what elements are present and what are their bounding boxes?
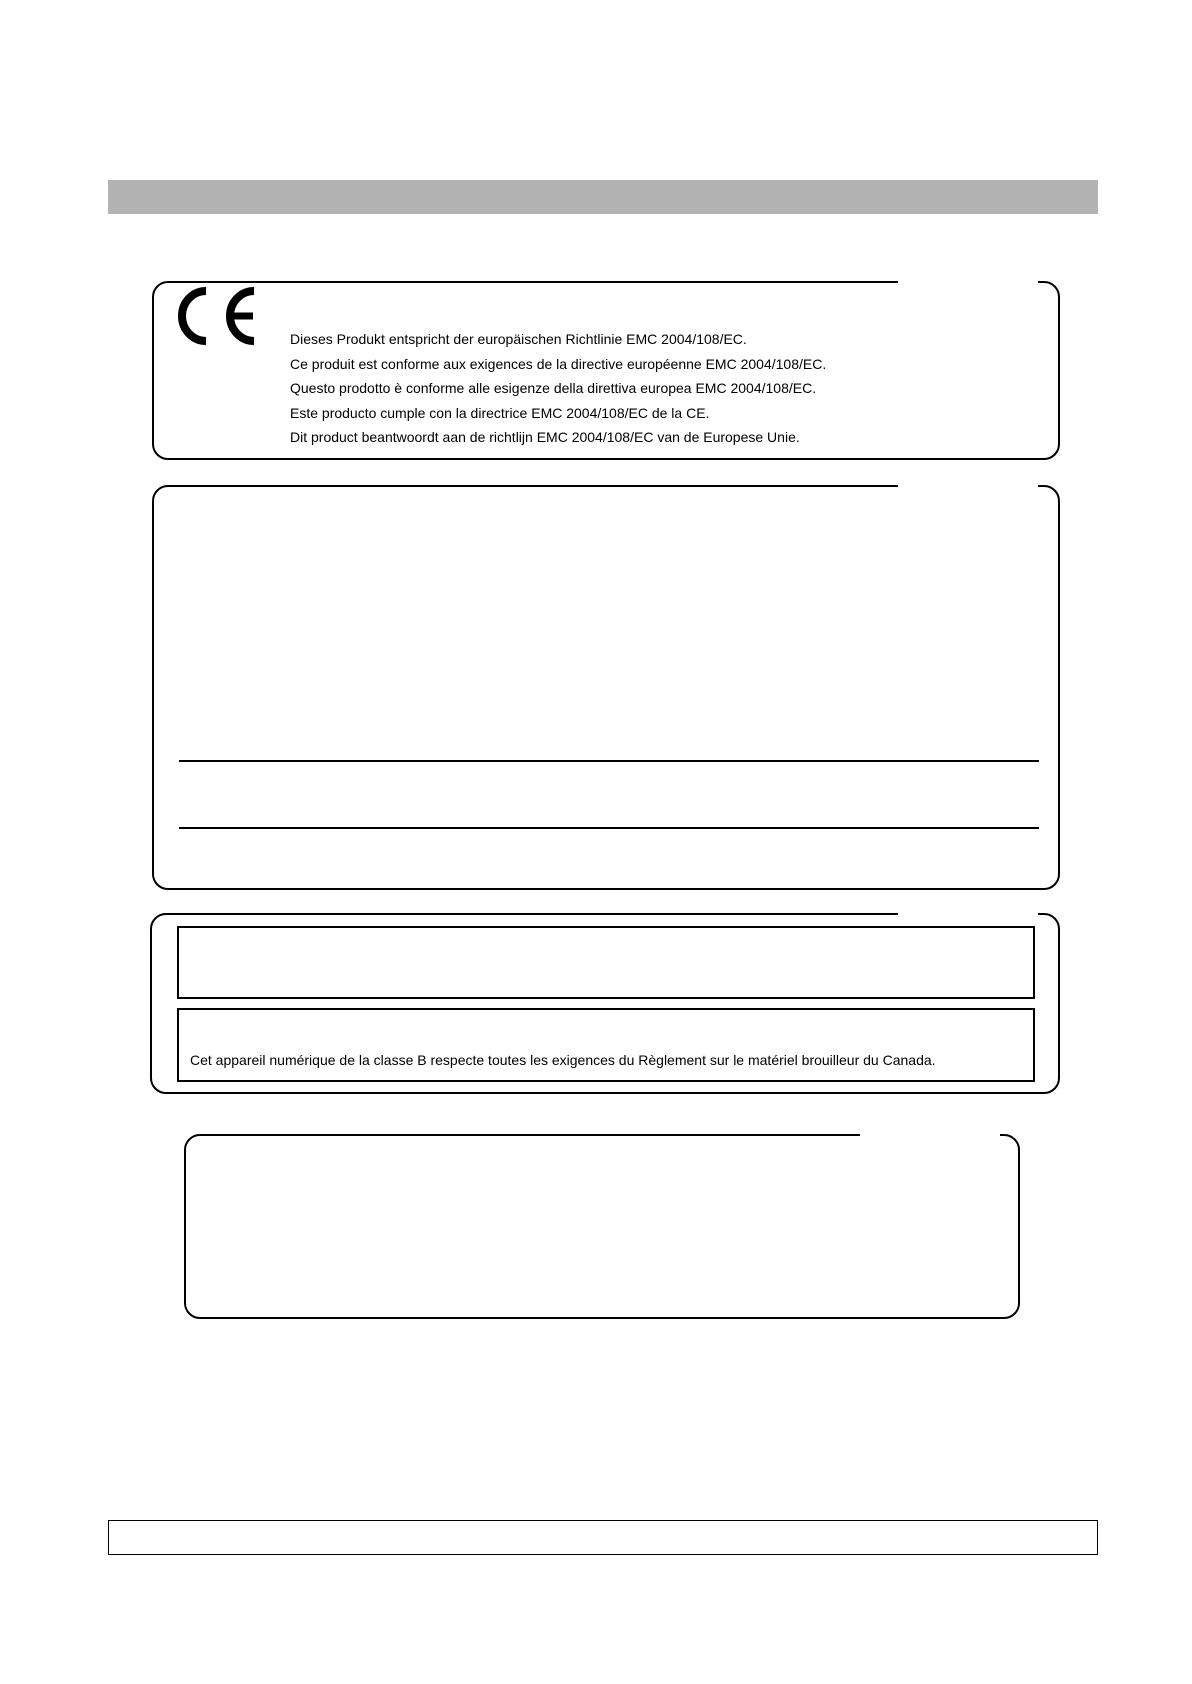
canada-french-text: Cet appareil numérique de la classe B respecte toutes les exigences du Règlement sur le matériel brouilleur du Canada. [190,1052,936,1068]
header-bar [108,180,1098,214]
ce-mark-icon [178,286,258,346]
box-title-gap [898,279,1038,285]
blank-box [184,1134,1020,1319]
ce-line-dutch: Dit product beantwoordt aan de richtlijn EMC 2004/108/EC van de Europese Unie. [290,429,800,445]
canada-french-box [177,1008,1035,1082]
box-title-gap [860,1132,1000,1138]
divider-line [179,760,1039,762]
ce-line-german: Dieses Produkt entspricht der europäischen Richtlinie EMC 2004/108/EC. [290,331,747,347]
ce-line-spanish: Este producto cumple con la directrice EMC 2004/108/EC de la CE. [290,404,710,421]
footer-box [108,1520,1098,1555]
blank-section-box [152,485,1060,890]
ce-compliance-text [290,327,826,450]
divider-line [179,827,1039,829]
box-title-gap [898,483,1038,489]
box-title-gap [898,911,1038,917]
ce-line-french: Ce produit est conforme aux exigences de la directive européenne EMC 2004/108/EC. [290,355,827,372]
ce-line-italian: Questo prodotto è conforme alle esigenze della direttiva europea EMC 2004/108/EC. [290,380,817,396]
canada-english-box [177,926,1035,999]
